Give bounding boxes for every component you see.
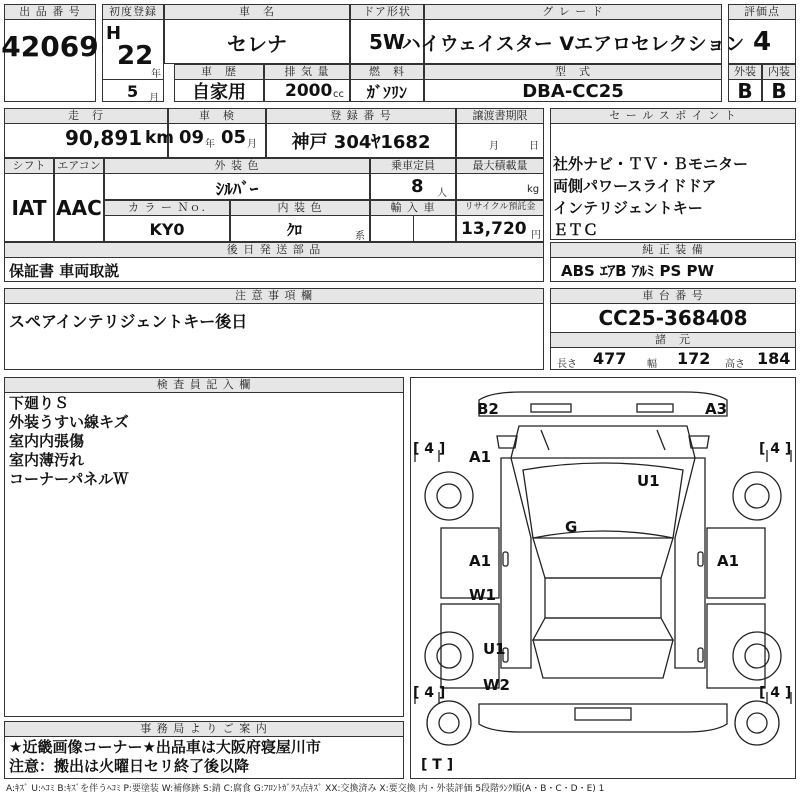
exterior-color-cell xyxy=(104,158,370,200)
tire-front-left-mark: [ 4 ] xyxy=(413,441,446,457)
car-name-header: 車 名 xyxy=(165,5,349,20)
office-notice-header: 事 務 局 よ り ご 案 内 xyxy=(5,722,403,737)
spare-tire-mark: [ T ] xyxy=(421,757,454,773)
max-load-cell xyxy=(456,158,544,200)
office-notice-list xyxy=(9,738,321,776)
inspector-note: 室内薄汚れ xyxy=(9,451,85,469)
fuel: ｶﾞｿﾘﾝ xyxy=(366,82,407,102)
transfer-deadline-header: 譲渡書期限 xyxy=(457,109,543,124)
notes: スペアインテリジェントキー後日 xyxy=(9,312,248,331)
interior-grade: B xyxy=(771,79,787,103)
year-unit: 年 xyxy=(151,69,161,80)
car-name: セレナ xyxy=(227,31,287,56)
registration-month: 5 xyxy=(127,82,139,101)
wheel-rear-right xyxy=(733,632,781,680)
mark-a1-right: A1 xyxy=(717,552,740,570)
notes-cell xyxy=(4,288,544,370)
aircon-header: エアコン xyxy=(55,159,103,174)
capacity-header: 乗車定員 xyxy=(371,159,455,174)
mark-a1-left: A1 xyxy=(469,552,492,570)
color-no: KY0 xyxy=(149,219,185,239)
front-plate xyxy=(637,404,673,412)
interior-color: ｸﾛ xyxy=(287,221,303,239)
exterior-color: ｼﾙﾊﾞｰ xyxy=(215,179,259,200)
inspection-cell xyxy=(168,108,266,158)
later-shipped: 保証書 車両取説 xyxy=(9,262,120,280)
recycle-fee-header: リサイクル預託金 xyxy=(457,201,543,216)
fuel-header: 燃 料 xyxy=(351,65,423,80)
genuine-equipment-header: 純 正 装 備 xyxy=(551,243,795,258)
score: 4 xyxy=(752,27,772,57)
transfer-month-unit: 月 xyxy=(489,141,499,152)
inspector-note: 外装うすい線キズ xyxy=(9,413,129,431)
chassis-number-header: 車 台 番 号 xyxy=(551,289,795,304)
later-shipped-header: 後 日 発 送 部 品 xyxy=(5,243,543,258)
height: 184 xyxy=(757,349,791,368)
recycle-fee: 13,720 xyxy=(461,219,527,239)
interior-color-cell xyxy=(230,200,370,242)
interior-color-header: 内 装 色 xyxy=(231,201,369,216)
wheel-front-left xyxy=(425,472,473,520)
fuel-cell xyxy=(350,64,424,102)
wheel-rear-left xyxy=(425,632,473,680)
displacement-unit: cc xyxy=(333,89,344,100)
mileage-header: 走 行 xyxy=(5,109,167,124)
displacement-cell xyxy=(264,64,350,102)
office-notice-line: 注意：搬出は火曜日セリ終了後以降 xyxy=(9,757,250,775)
later-shipped-cell xyxy=(4,242,544,282)
displacement: 2000 xyxy=(285,81,333,101)
mark-w1: W1 xyxy=(469,586,496,604)
genuine-equipment-cell xyxy=(550,242,796,282)
lot-number-cell xyxy=(1,4,99,102)
color-no-cell xyxy=(104,200,230,242)
office-notice-line: ★近畿画像コーナー★出品車は大阪府寝屋川市 xyxy=(9,738,321,756)
registration-number: 神戸 304ﾔ1682 xyxy=(291,132,431,153)
car-name-cell xyxy=(164,4,350,64)
era-year: 22 xyxy=(117,41,154,71)
history-header: 車 歴 xyxy=(175,65,263,80)
sales-point: ＥＴＣ xyxy=(553,221,599,239)
lot-number: 42069 xyxy=(1,29,99,63)
recycle-fee-cell xyxy=(456,200,544,242)
mileage: 90,891 xyxy=(65,126,143,150)
capacity-unit: 人 xyxy=(437,188,447,199)
displacement-header: 排 気 量 xyxy=(265,65,349,80)
sales-points-header: セ ー ル ス ポ イ ン ト xyxy=(551,109,795,124)
windshield xyxy=(511,426,695,458)
mark-u1-roof: U1 xyxy=(637,472,660,490)
inspector-note: 下廻りＳ xyxy=(9,394,70,412)
genuine-equipment: ABS ｴｱB ｱﾙﾐ PS PW xyxy=(561,262,715,280)
inspector-notes-list xyxy=(9,394,129,489)
model-header: 型 式 xyxy=(425,65,721,80)
score-cell xyxy=(728,4,796,64)
inspection-month: 05 xyxy=(221,127,247,148)
sales-point: 社外ナビ・ＴＶ・Ｂモニター xyxy=(553,155,749,173)
inspector-notes-header: 検 査 員 記 入 欄 xyxy=(5,378,403,393)
width: 172 xyxy=(677,349,711,368)
exterior-grade: B xyxy=(737,79,753,103)
import-header: 輸 入 車 xyxy=(371,201,455,216)
tire-front-right-mark: [ 4 ] xyxy=(759,441,792,457)
chassis-cell xyxy=(550,288,796,370)
wheel-front-right xyxy=(733,472,781,520)
color-no-header: カ ラ ー Ｎｏ. xyxy=(105,201,229,216)
height-label: 高さ xyxy=(725,359,745,370)
max-load-unit: kg xyxy=(527,184,540,195)
max-load-header: 最大積載量 xyxy=(457,159,543,174)
transfer-day-unit: 日 xyxy=(529,141,539,152)
capacity-cell xyxy=(370,158,456,200)
model: DBA-CC25 xyxy=(522,80,624,102)
exterior-grade-cell xyxy=(728,64,762,102)
inspection-year: 09 xyxy=(179,127,205,148)
length: 477 xyxy=(593,349,627,368)
sales-point: インテリジェントキー xyxy=(553,199,703,217)
era-letter: H xyxy=(106,23,122,44)
history-cell xyxy=(174,64,264,102)
tire-rear-left-mark: [ 4 ] xyxy=(413,685,446,701)
tire-rear-right-mark: [ 4 ] xyxy=(759,685,792,701)
grade: ハイウェイスター Vエアロセレクション xyxy=(401,32,745,55)
inspector-note: 室内内張傷 xyxy=(9,432,85,450)
exterior-color-header: 外 装 色 xyxy=(105,159,369,174)
side-right-rear xyxy=(707,604,765,688)
recycle-fee-unit: 円 xyxy=(531,230,541,241)
rear-plate xyxy=(575,708,631,720)
inspection-year-unit: 年 xyxy=(205,139,215,150)
score-header: 評価点 xyxy=(729,5,795,20)
interior-grade-cell xyxy=(762,64,796,102)
registration-number-header: 登 録 番 号 xyxy=(267,109,455,124)
lot-number-header: 出 品 番 号 xyxy=(5,5,95,20)
interior-color-unit: 系 xyxy=(355,231,365,242)
aircon: AAC xyxy=(56,196,102,220)
damage-diagram xyxy=(410,377,796,779)
damage-legend: A:ｷｽﾞ U:ﾍｺﾐ B:ｷｽﾞを伴うﾍｺﾐ P:要塗装 W:補修跡 S:錆 C:腐食 G:ﾌﾛﾝﾄｶﾞﾗｽ点ｷｽﾞ XX:交換済み X:要交換 内・外装評価 5段階ﾗﾝｸ順(A・B・C・D・E) 1 xyxy=(6,784,605,794)
sales-points-box xyxy=(550,108,796,240)
width-label: 幅 xyxy=(647,359,657,370)
door-type: 5W xyxy=(369,30,405,54)
mark-a3: A3 xyxy=(705,400,728,418)
registration-number-cell xyxy=(266,108,456,158)
grade-cell xyxy=(401,4,745,64)
first-registration-cell xyxy=(102,4,164,102)
shift: IAT xyxy=(11,196,47,220)
inspector-notes-box xyxy=(4,377,404,717)
capacity: 8 xyxy=(411,176,424,197)
rear-hatch xyxy=(533,640,673,678)
history: 自家用 xyxy=(192,82,246,103)
grade-header: グ レ ー ド xyxy=(425,5,721,20)
notes-header: 注 意 事 項 欄 xyxy=(5,289,543,304)
mark-a1-front: A1 xyxy=(469,448,492,466)
spare-tire xyxy=(427,701,471,745)
inspection-header: 車 検 xyxy=(169,109,265,124)
office-notice-box xyxy=(4,721,404,779)
mark-w2: W2 xyxy=(483,676,510,694)
dimensions-header: 諸 元 xyxy=(551,333,795,348)
length-label: 長さ xyxy=(557,359,577,370)
shift-header: シフト xyxy=(5,159,53,174)
mark-g: G xyxy=(565,518,578,536)
mileage-unit: km xyxy=(145,128,175,148)
import-cell xyxy=(370,200,456,242)
sales-point: 両側パワースライドドア xyxy=(553,177,717,195)
mark-u1-rear: U1 xyxy=(483,640,506,658)
rear-window xyxy=(533,618,673,640)
model-cell xyxy=(424,64,722,102)
transfer-deadline-cell xyxy=(456,108,544,158)
inspection-month-unit: 月 xyxy=(247,139,257,150)
shift-cell xyxy=(4,158,54,242)
front-bumper xyxy=(479,392,727,416)
month-unit: 月 xyxy=(149,93,159,104)
door-type-header: ドア形状 xyxy=(351,5,423,20)
interior-grade-header: 内装 xyxy=(763,65,795,80)
first-registration-header: 初度登録 xyxy=(103,5,163,20)
mark-b2: B2 xyxy=(477,400,499,418)
exterior-grade-header: 外装 xyxy=(729,65,761,80)
sales-points-list xyxy=(553,153,748,241)
chassis-number: CC25-368408 xyxy=(551,304,795,333)
aircon-cell xyxy=(54,158,104,242)
mileage-cell xyxy=(4,108,175,158)
center-top xyxy=(533,538,673,578)
inspector-note: コーナーパネルＷ xyxy=(9,470,129,488)
front-grille xyxy=(531,404,571,412)
center-body xyxy=(545,578,661,618)
